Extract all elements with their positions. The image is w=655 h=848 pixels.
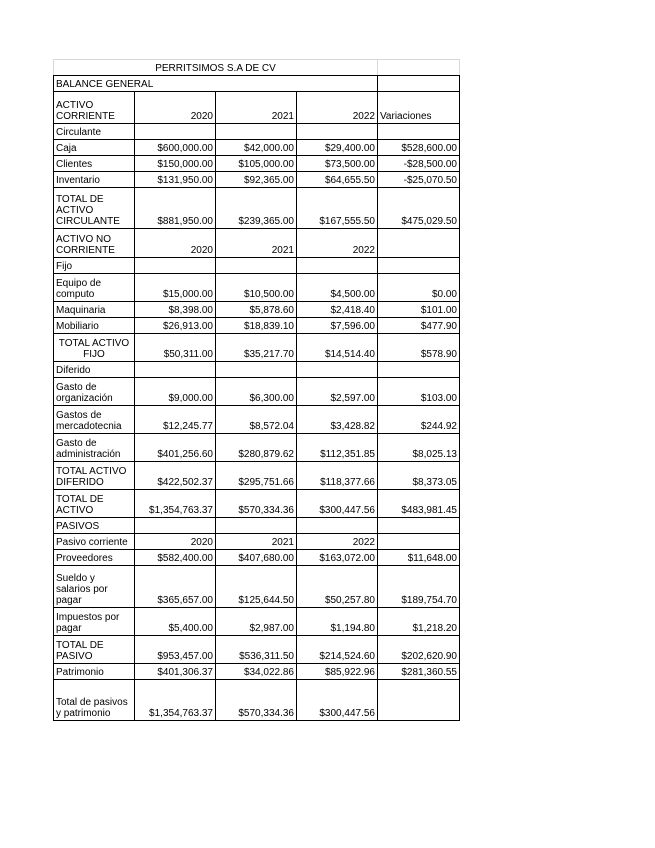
value-2021[interactable]: $407,680.00 (216, 550, 297, 566)
value-variation[interactable]: $189,754.70 (378, 566, 460, 608)
empty-cell[interactable] (297, 362, 378, 378)
row-label[interactable]: TOTAL DE PASIVO (54, 636, 135, 664)
value-2021[interactable]: $536,311.50 (216, 636, 297, 664)
value-variation[interactable]: Variaciones (378, 92, 460, 124)
value-2020[interactable]: $401,256.60 (135, 434, 216, 462)
value-2021[interactable]: $2,987.00 (216, 608, 297, 636)
balance-sheet-table (53, 59, 460, 721)
row-label[interactable]: Gastos de mercadotecnia (54, 406, 135, 434)
value-2022[interactable]: $300,447.56 (297, 490, 378, 518)
value-2022[interactable]: $300,447.56 (297, 680, 378, 721)
value-2020[interactable]: $50,311.00 (135, 334, 216, 362)
value-2021[interactable]: $34,022.86 (216, 664, 297, 680)
header-row (54, 229, 460, 258)
value-2022[interactable]: $118,377.66 (297, 462, 378, 490)
table-row (54, 680, 460, 721)
value-2022[interactable]: 2022 (297, 229, 378, 258)
value-2022[interactable]: $50,257.80 (297, 566, 378, 608)
table-row (54, 140, 460, 156)
value-2022[interactable]: $64,655.50 (297, 172, 378, 188)
row-label[interactable]: Gasto de organización (54, 378, 135, 406)
value-2022[interactable]: $167,555.50 (297, 188, 378, 229)
value-2022[interactable]: $112,351.85 (297, 434, 378, 462)
empty-cell[interactable] (297, 124, 378, 140)
group-row (54, 362, 460, 378)
value-2020[interactable]: 2020 (135, 534, 216, 550)
value-2021[interactable]: $280,879.62 (216, 434, 297, 462)
value-2021[interactable]: $10,500.00 (216, 274, 297, 302)
value-2021[interactable]: $8,572.04 (216, 406, 297, 434)
company-title[interactable]: PERRITSIMOS S.A DE CV (54, 60, 378, 76)
value-variation[interactable]: $103.00 (378, 378, 460, 406)
row-label[interactable]: ACTIVO NO CORRIENTE (54, 229, 135, 258)
value-variation[interactable]: $8,025.13 (378, 434, 460, 462)
empty-cell[interactable] (135, 124, 216, 140)
table-row (54, 334, 460, 362)
value-variation[interactable]: $202,620.90 (378, 636, 460, 664)
row-label[interactable]: Pasivo corriente (54, 534, 135, 550)
row-label[interactable]: Patrimonio (54, 664, 135, 680)
value-variation[interactable]: $8,373.05 (378, 462, 460, 490)
value-2022[interactable]: $214,524.60 (297, 636, 378, 664)
table-row (54, 490, 460, 518)
empty-cell[interactable] (378, 60, 460, 76)
table-row (54, 636, 460, 664)
value-variation[interactable] (378, 229, 460, 258)
value-2020[interactable]: $600,000.00 (135, 140, 216, 156)
value-2020[interactable]: $953,457.00 (135, 636, 216, 664)
value-2020[interactable]: 2020 (135, 229, 216, 258)
value-2022[interactable]: $14,514.40 (297, 334, 378, 362)
value-variation[interactable]: $528,600.00 (378, 140, 460, 156)
empty-cell[interactable] (135, 518, 216, 534)
value-variation[interactable]: $477.90 (378, 318, 460, 334)
empty-cell[interactable] (216, 258, 297, 274)
row-label[interactable]: ACTIVO CORRIENTE (54, 92, 135, 124)
value-variation[interactable]: $244.92 (378, 406, 460, 434)
empty-cell[interactable] (297, 258, 378, 274)
table-row (54, 434, 460, 462)
table-row (54, 608, 460, 636)
value-2022[interactable]: $7,596.00 (297, 318, 378, 334)
empty-cell[interactable] (216, 362, 297, 378)
empty-cell[interactable] (135, 258, 216, 274)
value-2021[interactable]: $295,751.66 (216, 462, 297, 490)
value-2020[interactable]: $365,657.00 (135, 566, 216, 608)
group-row (54, 124, 460, 140)
value-variation[interactable] (378, 680, 460, 721)
value-2022[interactable]: $1,194.80 (297, 608, 378, 636)
row-label[interactable]: PASIVOS (54, 518, 135, 534)
empty-cell[interactable] (378, 258, 460, 274)
table-row (54, 550, 460, 566)
value-variation[interactable]: $1,218.20 (378, 608, 460, 636)
value-2021[interactable]: $125,644.50 (216, 566, 297, 608)
header-row (54, 534, 460, 550)
value-2021[interactable]: $18,839.10 (216, 318, 297, 334)
value-variation[interactable]: $101.00 (378, 302, 460, 318)
value-variation[interactable]: $475,029.50 (378, 188, 460, 229)
row-label[interactable]: Equipo de computo (54, 274, 135, 302)
value-2021[interactable]: $5,878.60 (216, 302, 297, 318)
row-label[interactable]: Mobiliario (54, 318, 135, 334)
header-row (54, 92, 460, 124)
value-variation[interactable]: $483,981.45 (378, 490, 460, 518)
value-variation[interactable] (378, 534, 460, 550)
row-label[interactable]: Circulante (54, 124, 135, 140)
value-2020[interactable]: $401,306.37 (135, 664, 216, 680)
value-2022[interactable]: 2022 (297, 534, 378, 550)
title-row (54, 60, 460, 76)
value-2020[interactable]: $5,400.00 (135, 608, 216, 636)
value-2021[interactable]: $92,365.00 (216, 172, 297, 188)
value-2020[interactable]: $150,000.00 (135, 156, 216, 172)
table-row (54, 318, 460, 334)
row-label[interactable]: Sueldo y salarios por pagar (54, 566, 135, 608)
empty-cell[interactable] (216, 518, 297, 534)
value-variation[interactable]: $11,648.00 (378, 550, 460, 566)
group-row (54, 258, 460, 274)
value-variation[interactable]: $281,360.55 (378, 664, 460, 680)
value-2020[interactable]: $9,000.00 (135, 378, 216, 406)
table-row (54, 378, 460, 406)
value-variation[interactable]: $578.90 (378, 334, 460, 362)
row-label[interactable]: TOTAL DE ACTIVO CIRCULANTE (54, 188, 135, 229)
value-2021[interactable]: $570,334.36 (216, 680, 297, 721)
value-2020[interactable]: $26,913.00 (135, 318, 216, 334)
section-row (54, 76, 460, 92)
value-2020[interactable]: $1,354,763.37 (135, 490, 216, 518)
value-2022[interactable]: $3,428.82 (297, 406, 378, 434)
value-2022[interactable]: $163,072.00 (297, 550, 378, 566)
value-2022[interactable]: 2022 (297, 92, 378, 124)
value-2020[interactable]: $15,000.00 (135, 274, 216, 302)
table-row (54, 302, 460, 318)
table-row (54, 156, 460, 172)
row-label[interactable]: Inventario (54, 172, 135, 188)
empty-cell[interactable] (378, 124, 460, 140)
value-2021[interactable]: 2021 (216, 92, 297, 124)
row-label[interactable]: Impuestos por pagar (54, 608, 135, 636)
table-row (54, 462, 460, 490)
row-label[interactable]: TOTAL DE ACTIVO (54, 490, 135, 518)
empty-cell[interactable] (297, 518, 378, 534)
section-title[interactable]: BALANCE GENERAL (54, 76, 378, 92)
row-label[interactable]: Caja (54, 140, 135, 156)
row-label[interactable]: Fijo (54, 258, 135, 274)
value-2021[interactable]: $42,000.00 (216, 140, 297, 156)
value-2020[interactable]: $422,502.37 (135, 462, 216, 490)
value-2021[interactable]: $6,300.00 (216, 378, 297, 406)
value-2021[interactable]: 2021 (216, 229, 297, 258)
row-label[interactable]: Total de pasivos y patrimonio (54, 680, 135, 721)
empty-cell[interactable] (135, 362, 216, 378)
empty-cell[interactable] (378, 362, 460, 378)
value-variation[interactable]: -$25,070.50 (378, 172, 460, 188)
table-row (54, 406, 460, 434)
row-label[interactable]: Proveedores (54, 550, 135, 566)
value-2022[interactable]: $29,400.00 (297, 140, 378, 156)
value-2021[interactable]: $105,000.00 (216, 156, 297, 172)
empty-cell[interactable] (378, 76, 460, 92)
value-2021[interactable]: $35,217.70 (216, 334, 297, 362)
value-2021[interactable]: $239,365.00 (216, 188, 297, 229)
value-2020[interactable]: $131,950.00 (135, 172, 216, 188)
empty-cell[interactable] (216, 124, 297, 140)
value-2020[interactable]: $12,245.77 (135, 406, 216, 434)
value-2020[interactable]: $8,398.00 (135, 302, 216, 318)
table-row (54, 274, 460, 302)
empty-cell[interactable] (378, 518, 460, 534)
value-2021[interactable]: $570,334.36 (216, 490, 297, 518)
row-label[interactable]: Gasto de administración (54, 434, 135, 462)
row-label[interactable]: TOTAL ACTIVO FIJO (54, 334, 135, 362)
value-2022[interactable]: $2,597.00 (297, 378, 378, 406)
value-variation[interactable]: $0.00 (378, 274, 460, 302)
row-label[interactable]: Clientes (54, 156, 135, 172)
row-label[interactable]: Diferido (54, 362, 135, 378)
table-row (54, 172, 460, 188)
table-row (54, 566, 460, 608)
table-row (54, 188, 460, 229)
value-2021[interactable]: 2021 (216, 534, 297, 550)
table-row (54, 664, 460, 680)
value-variation[interactable]: -$28,500.00 (378, 156, 460, 172)
value-2020[interactable]: 2020 (135, 92, 216, 124)
value-2020[interactable]: $1,354,763.37 (135, 680, 216, 721)
value-2022[interactable]: $4,500.00 (297, 274, 378, 302)
value-2022[interactable]: $73,500.00 (297, 156, 378, 172)
row-label[interactable]: TOTAL ACTIVO DIFERIDO (54, 462, 135, 490)
value-2020[interactable]: $881,950.00 (135, 188, 216, 229)
row-label[interactable]: Maquinaria (54, 302, 135, 318)
value-2020[interactable]: $582,400.00 (135, 550, 216, 566)
group-row (54, 518, 460, 534)
value-2022[interactable]: $2,418.40 (297, 302, 378, 318)
value-2022[interactable]: $85,922.96 (297, 664, 378, 680)
